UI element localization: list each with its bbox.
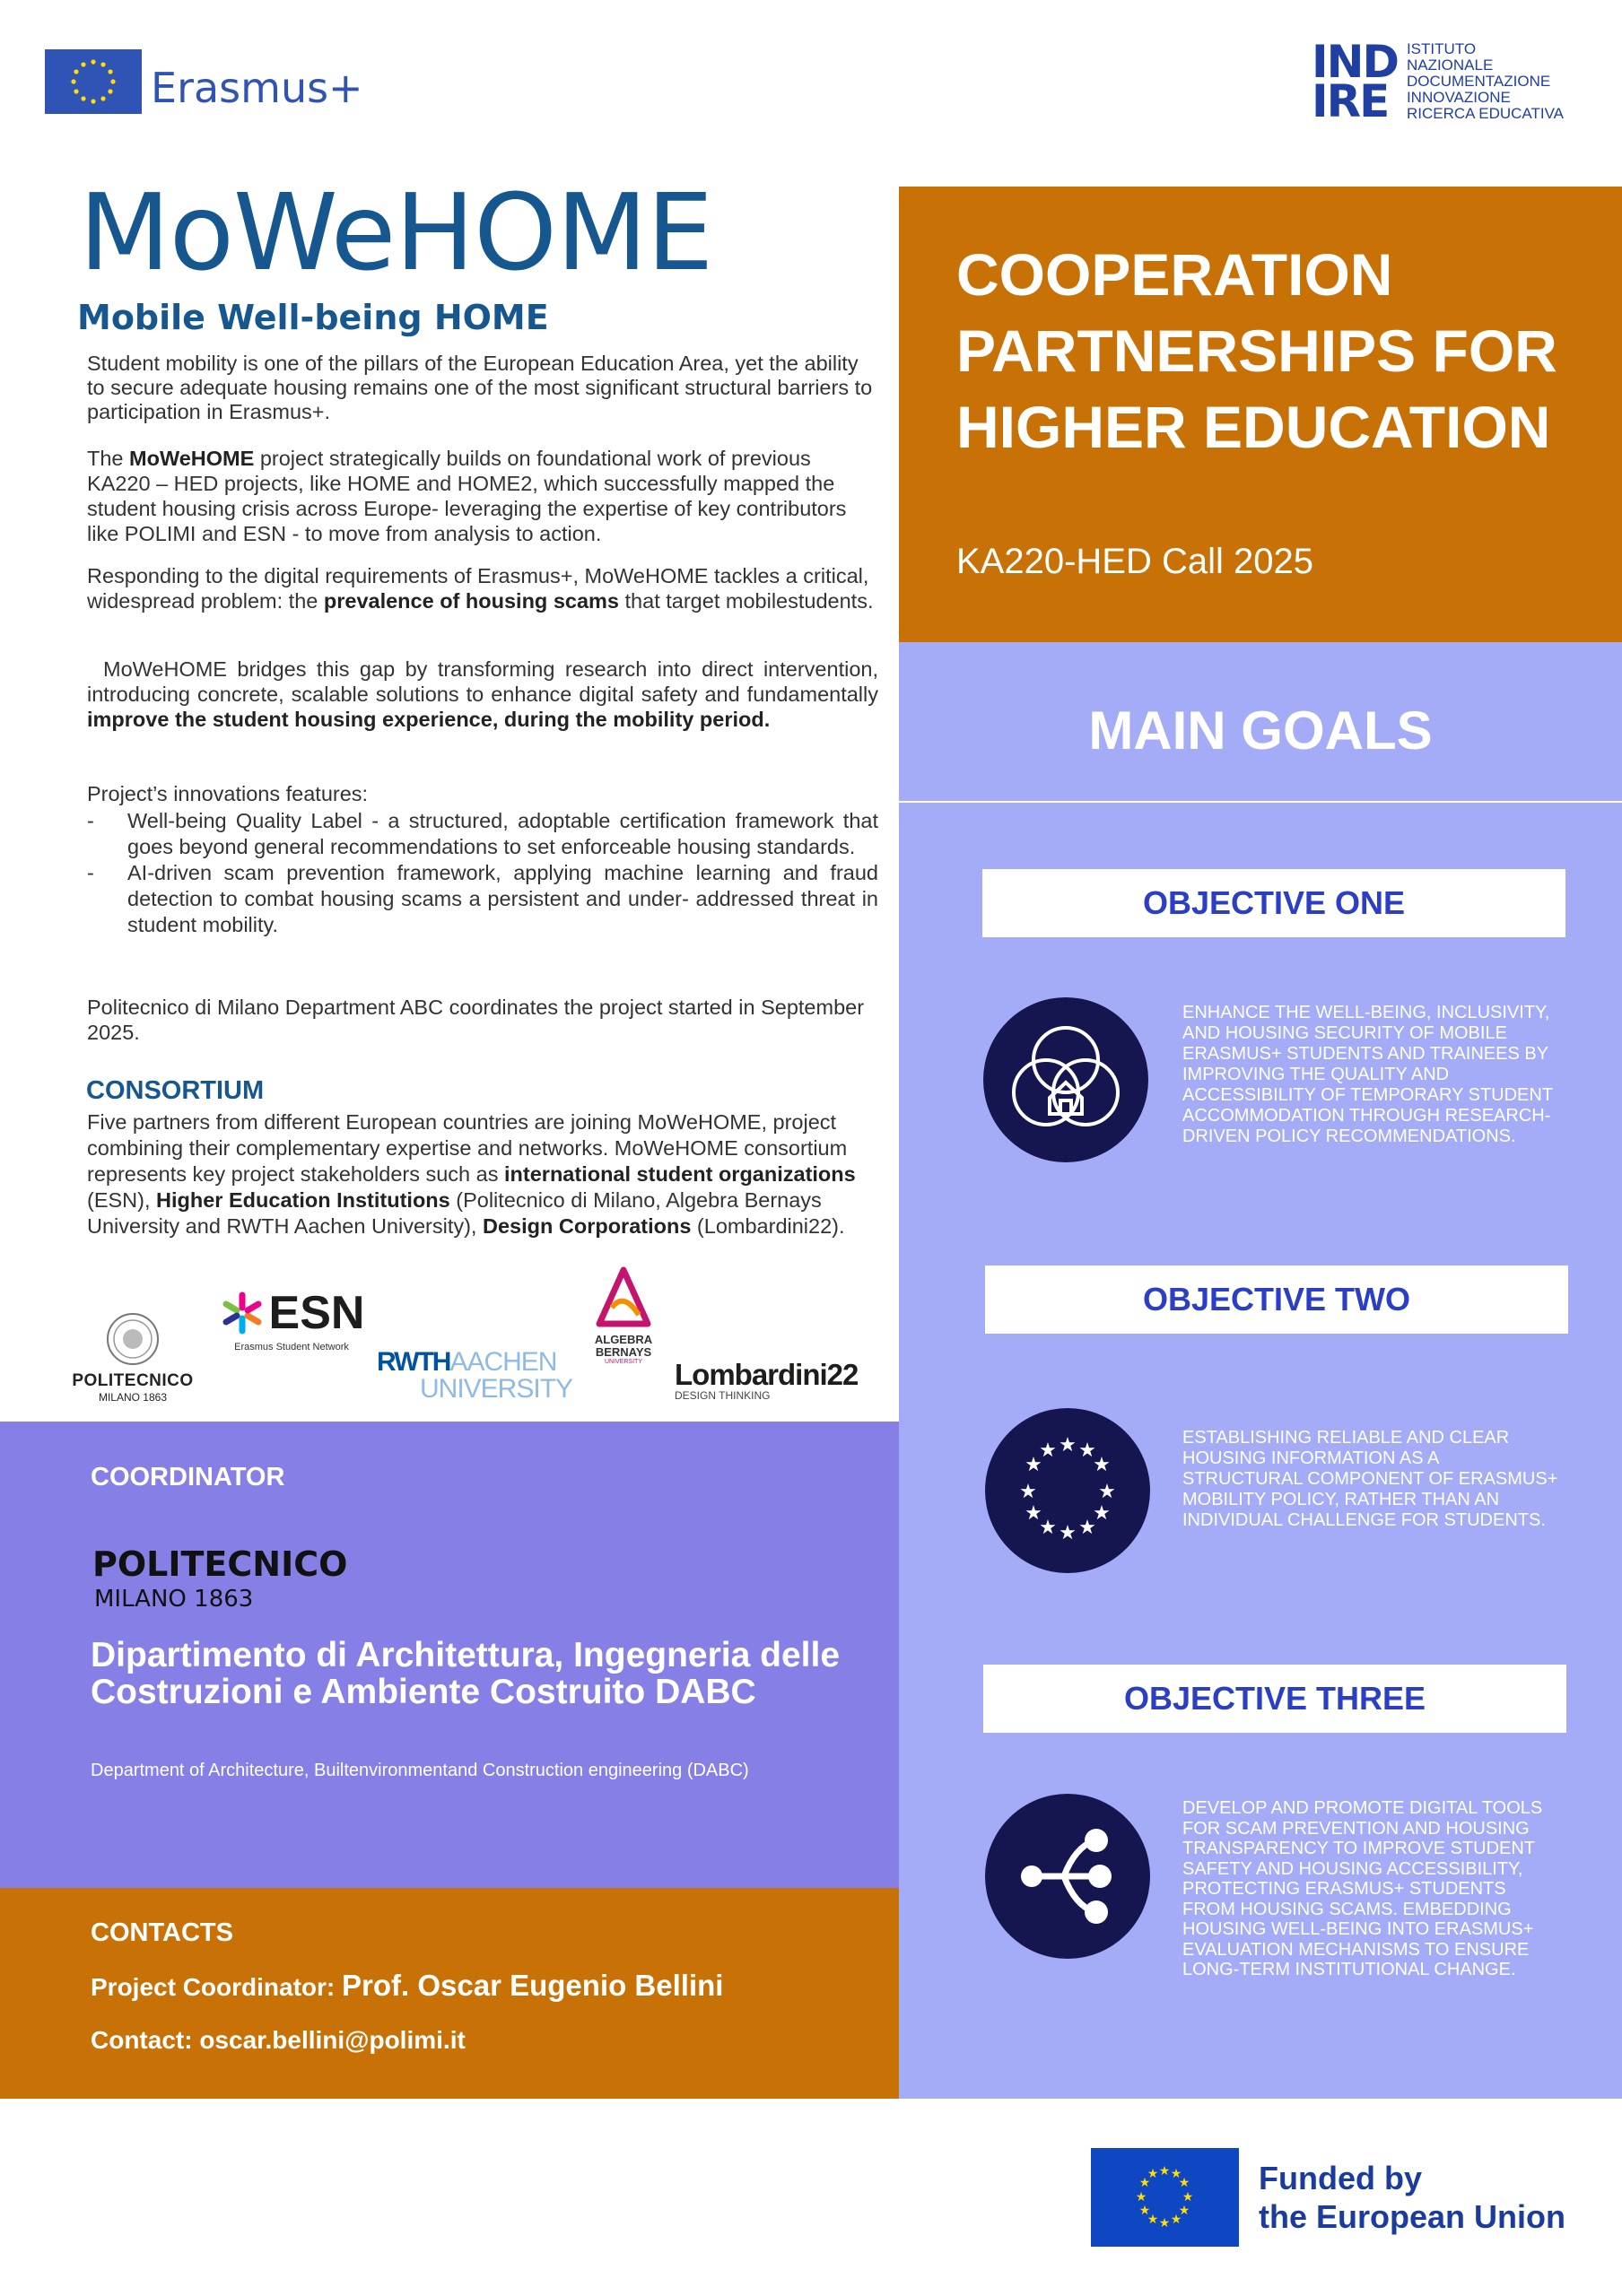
- project-title: MoWeHOME: [79, 170, 713, 294]
- features-intro: Project’s innovations features:: [87, 782, 369, 805]
- consortium-highlight: Higher Education Institutions: [156, 1188, 450, 1212]
- algebra-partner-logo: [574, 1266, 673, 1365]
- indire-mark-bottom: IRE: [1312, 75, 1389, 127]
- goals-divider: [899, 801, 1622, 803]
- svg-text:★: ★: [1059, 1434, 1077, 1457]
- foundations-text-a: The: [87, 447, 130, 470]
- objective-three-label: OBJECTIVE THREE: [983, 1665, 1566, 1733]
- feature-item: - Well-being Quality Label - a structured, adoptable certification framework that goes beyond general recommendations to set enforceable housing standards.: [87, 808, 878, 860]
- digital-text-c: that target mobilestudents.: [619, 589, 874, 613]
- contact-email-line: [91, 2026, 466, 2055]
- features-list: [87, 808, 878, 938]
- coordinator-label: COORDINATOR: [91, 1463, 285, 1492]
- call-title: COOPERATION PARTNERSHIPS FOR HIGHER EDUCATION: [956, 241, 1557, 460]
- indire-logo: [1312, 36, 1565, 127]
- svg-text:★: ★: [1025, 1454, 1042, 1476]
- department-english: Department of Architecture, Builtenvironmentand Construction engineering (DABC): [91, 1761, 749, 1780]
- esn-name: ESN: [268, 1287, 365, 1339]
- foundations-project-name: MoWeHOME: [129, 447, 255, 470]
- digital-paragraph: [87, 563, 878, 613]
- svg-text:★: ★: [1078, 1439, 1096, 1462]
- polimi-partner-line1: POLITECNICO: [72, 1371, 194, 1390]
- algebra-line2: BERNAYS: [595, 1345, 652, 1359]
- rwth-partner-logo: [377, 1347, 573, 1404]
- consortium-highlight: Design Corporations: [482, 1214, 692, 1238]
- objective-one-text: ENHANCE THE WELL-BEING, INCLUSIVITY, AND HOUSING SECURITY OF MOBILE ERASMUS+ STUDENTS AND TRAINEES BY IMPROVING THE QUALITY AND ACCESSIBILITY OF TEMPORARY STUDENT ACCOMMODATION THROUGH RESEARCH-DRIVEN POLICY RECOMMENDATIONS.: [1182, 1003, 1553, 1146]
- svg-text:★: ★: [1039, 1517, 1057, 1539]
- eu-funding-line1: Funded by: [1259, 2160, 1422, 2196]
- algebra-mark-icon: [590, 1266, 657, 1329]
- objective-two-text: ESTABLISHING RELIABLE AND CLEAR HOUSING INFORMATION AS A STRUCTURAL COMPONENT OF ERASMUS+ MOBILITY POLICY, RATHER THAN AN INDIVIDUAL CHALLENGE FOR STUDENTS.: [1182, 1428, 1558, 1530]
- indire-mark: [1312, 36, 1398, 127]
- project-coordinator-line: [91, 1969, 723, 2003]
- polimi-partner-logo: [70, 1311, 196, 1404]
- svg-text:★: ★: [1170, 2213, 1182, 2227]
- coordinator-polimi-name: POLITECNICO: [92, 1544, 348, 1584]
- digital-highlight: prevalence of housing scams: [323, 589, 619, 613]
- erasmus-flag-icon: [45, 49, 142, 114]
- feature-item: - AI-driven scam prevention framework, applying machine learning and fraud detection to combat housing scams a persistent and under- addressed threat in student mobility.: [87, 860, 878, 938]
- indire-line: INNOVAZIONE: [1406, 89, 1511, 106]
- svg-text:★: ★: [1182, 2190, 1194, 2205]
- erasmus-label: Erasmus+: [151, 64, 363, 112]
- consortium-heading: CONSORTIUM: [86, 1076, 265, 1105]
- eu-funding-text: [1259, 2159, 1565, 2236]
- lombardini-name: Lombardini22: [675, 1358, 859, 1391]
- svg-text:★: ★: [1019, 1481, 1037, 1503]
- indire-line: ISTITUTO: [1406, 40, 1477, 57]
- consortium-text: (Politecnico di Milano, Algebra Bernays University and RWTH Aachen University),: [87, 1188, 822, 1238]
- eu-flag-icon: [1091, 2148, 1239, 2247]
- polimi-seal-icon: [105, 1311, 161, 1367]
- consortium-paragraph: [87, 1109, 878, 1239]
- svg-text:★: ★: [1138, 2204, 1151, 2218]
- rwth-a: RWTH: [377, 1347, 450, 1377]
- algebra-line3: UNIVERSITY: [604, 1359, 642, 1365]
- svg-text:★: ★: [1170, 2167, 1182, 2181]
- svg-text:★: ★: [1178, 2176, 1190, 2190]
- svg-text:★: ★: [1147, 2167, 1159, 2181]
- svg-text:★: ★: [1147, 2213, 1159, 2227]
- contact-email-label: Contact:: [91, 2026, 200, 2054]
- svg-text:★: ★: [1039, 1439, 1057, 1462]
- svg-text:★: ★: [1178, 2204, 1190, 2218]
- algebra-line1: ALGEBRA: [594, 1333, 653, 1346]
- foundations-paragraph: [87, 446, 878, 546]
- svg-text:★: ★: [1025, 1502, 1042, 1525]
- svg-text:★: ★: [1135, 2190, 1147, 2205]
- foundations-text-c: project strategically builds on foundational work of previous KA220 – HED projects, like HOME and HOME2, which successfully mapped the student housing crisis across Europe- leveraging the expertise of key contributors like POLIMI and ESN - to move from analysis to action.: [87, 447, 847, 545]
- bridge-paragraph: [87, 657, 878, 732]
- esn-sub: Erasmus Student Network: [234, 1342, 349, 1352]
- coordinator-polimi-year: MILANO 1863: [94, 1586, 254, 1613]
- svg-text:★: ★: [1098, 1481, 1116, 1503]
- lombardini-partner-logo: [675, 1358, 872, 1402]
- indire-mark-top: IND: [1312, 36, 1398, 88]
- consortium-highlight: international student organizations: [504, 1162, 856, 1186]
- svg-text:★: ★: [1138, 2176, 1151, 2190]
- eu-funding-logo: [1091, 2148, 1565, 2247]
- polimi-partner-line2: MILANO 1863: [98, 1391, 168, 1404]
- digital-text-a: Responding to the digital requirements of Erasmus+, MoWeHOME tackles a critical, widespread problem: the: [87, 564, 869, 613]
- lombardini-sub: DESIGN THINKING: [675, 1389, 771, 1402]
- intro-paragraph: Student mobility is one of the pillars of the European Education Area, yet the ability to secure adequate housing remains one of the most significant structural barriers to participation in Erasmus+.: [87, 352, 873, 423]
- esn-star-icon: [219, 1290, 266, 1336]
- objective-three-text: DEVELOP AND PROMOTE DIGITAL TOOLS FOR SCAM PREVENTION AND HOUSING TRANSPARENCY TO IMPROVE STUDENT SAFETY AND HOUSING ACCESSIBILITY, PROTECTING ERASMUS+ STUDENTS FROM HOUSING SCAMS. EMBEDDING HOUSING WELL-BEING INTO ERASMUS+ EVALUATION MECHANISMS TO ENSURE LONG-TERM INSTITUTIONAL CHANGE.: [1182, 1798, 1543, 1979]
- consortium-text: Five partners from different European countries are joining MoWeHOME, project combining their complementary expertise and networks. MoWeHOME consortium represents key project stakeholders such as: [87, 1110, 848, 1186]
- department-italian: Dipartimento di Architettura, Ingegneria delle Costruzioni e Ambiente Costruito DABC: [91, 1636, 841, 1711]
- bridge-highlight: improve the student housing experience, during the mobility period.: [87, 708, 771, 731]
- contacts-label: CONTACTS: [91, 1918, 233, 1947]
- svg-text:★: ★: [1158, 2216, 1171, 2231]
- indire-line: RICERCA EDUCATIVA: [1406, 105, 1565, 122]
- project-subtitle: Mobile Well-being HOME: [77, 298, 549, 337]
- objective-two-label: OBJECTIVE TWO: [985, 1265, 1568, 1334]
- goals-title: MAIN GOALS: [1088, 700, 1433, 761]
- rwth-c: UNIVERSITY: [420, 1374, 573, 1404]
- svg-text:★: ★: [1158, 2164, 1171, 2179]
- network-icon: [985, 1794, 1150, 1959]
- svg-text:★: ★: [1059, 1522, 1077, 1544]
- coordination-paragraph: Politecnico di Milano Department ABC coordinates the project started in September 2025.: [87, 996, 865, 1044]
- indire-line: NAZIONALE: [1406, 57, 1494, 74]
- objective-one-label: OBJECTIVE ONE: [982, 869, 1565, 937]
- indire-line: DOCUMENTAZIONE: [1406, 73, 1551, 90]
- erasmus-logo: [45, 49, 363, 114]
- houses-circles-icon: [983, 997, 1148, 1162]
- eu-funding-line2: the European Union: [1259, 2198, 1565, 2235]
- esn-partner-logo: [215, 1286, 368, 1352]
- project-coordinator-name: Prof. Oscar Eugenio Bellini: [342, 1969, 724, 2002]
- project-coordinator-label: Project Coordinator:: [91, 1973, 343, 2001]
- contact-email-link[interactable]: oscar.bellini@polimi.it: [199, 2026, 466, 2054]
- consortium-text: (ESN),: [87, 1188, 157, 1212]
- consortium-text: (Lombardini22).: [691, 1214, 845, 1238]
- eu-stars-icon: [985, 1408, 1150, 1573]
- rwth-b: AACHEN: [449, 1347, 557, 1377]
- svg-text:★: ★: [1093, 1502, 1111, 1525]
- indire-words: [1407, 41, 1564, 122]
- bridge-text-a: MoWeHOME bridges this gap by transforming research into direct intervention, introducing concrete, scalable solutions to enhance digital safety and fundamentally: [87, 657, 878, 706]
- svg-text:★: ★: [1078, 1517, 1096, 1539]
- call-subtitle: KA220-HED Call 2025: [956, 542, 1313, 581]
- svg-text:★: ★: [1093, 1454, 1111, 1476]
